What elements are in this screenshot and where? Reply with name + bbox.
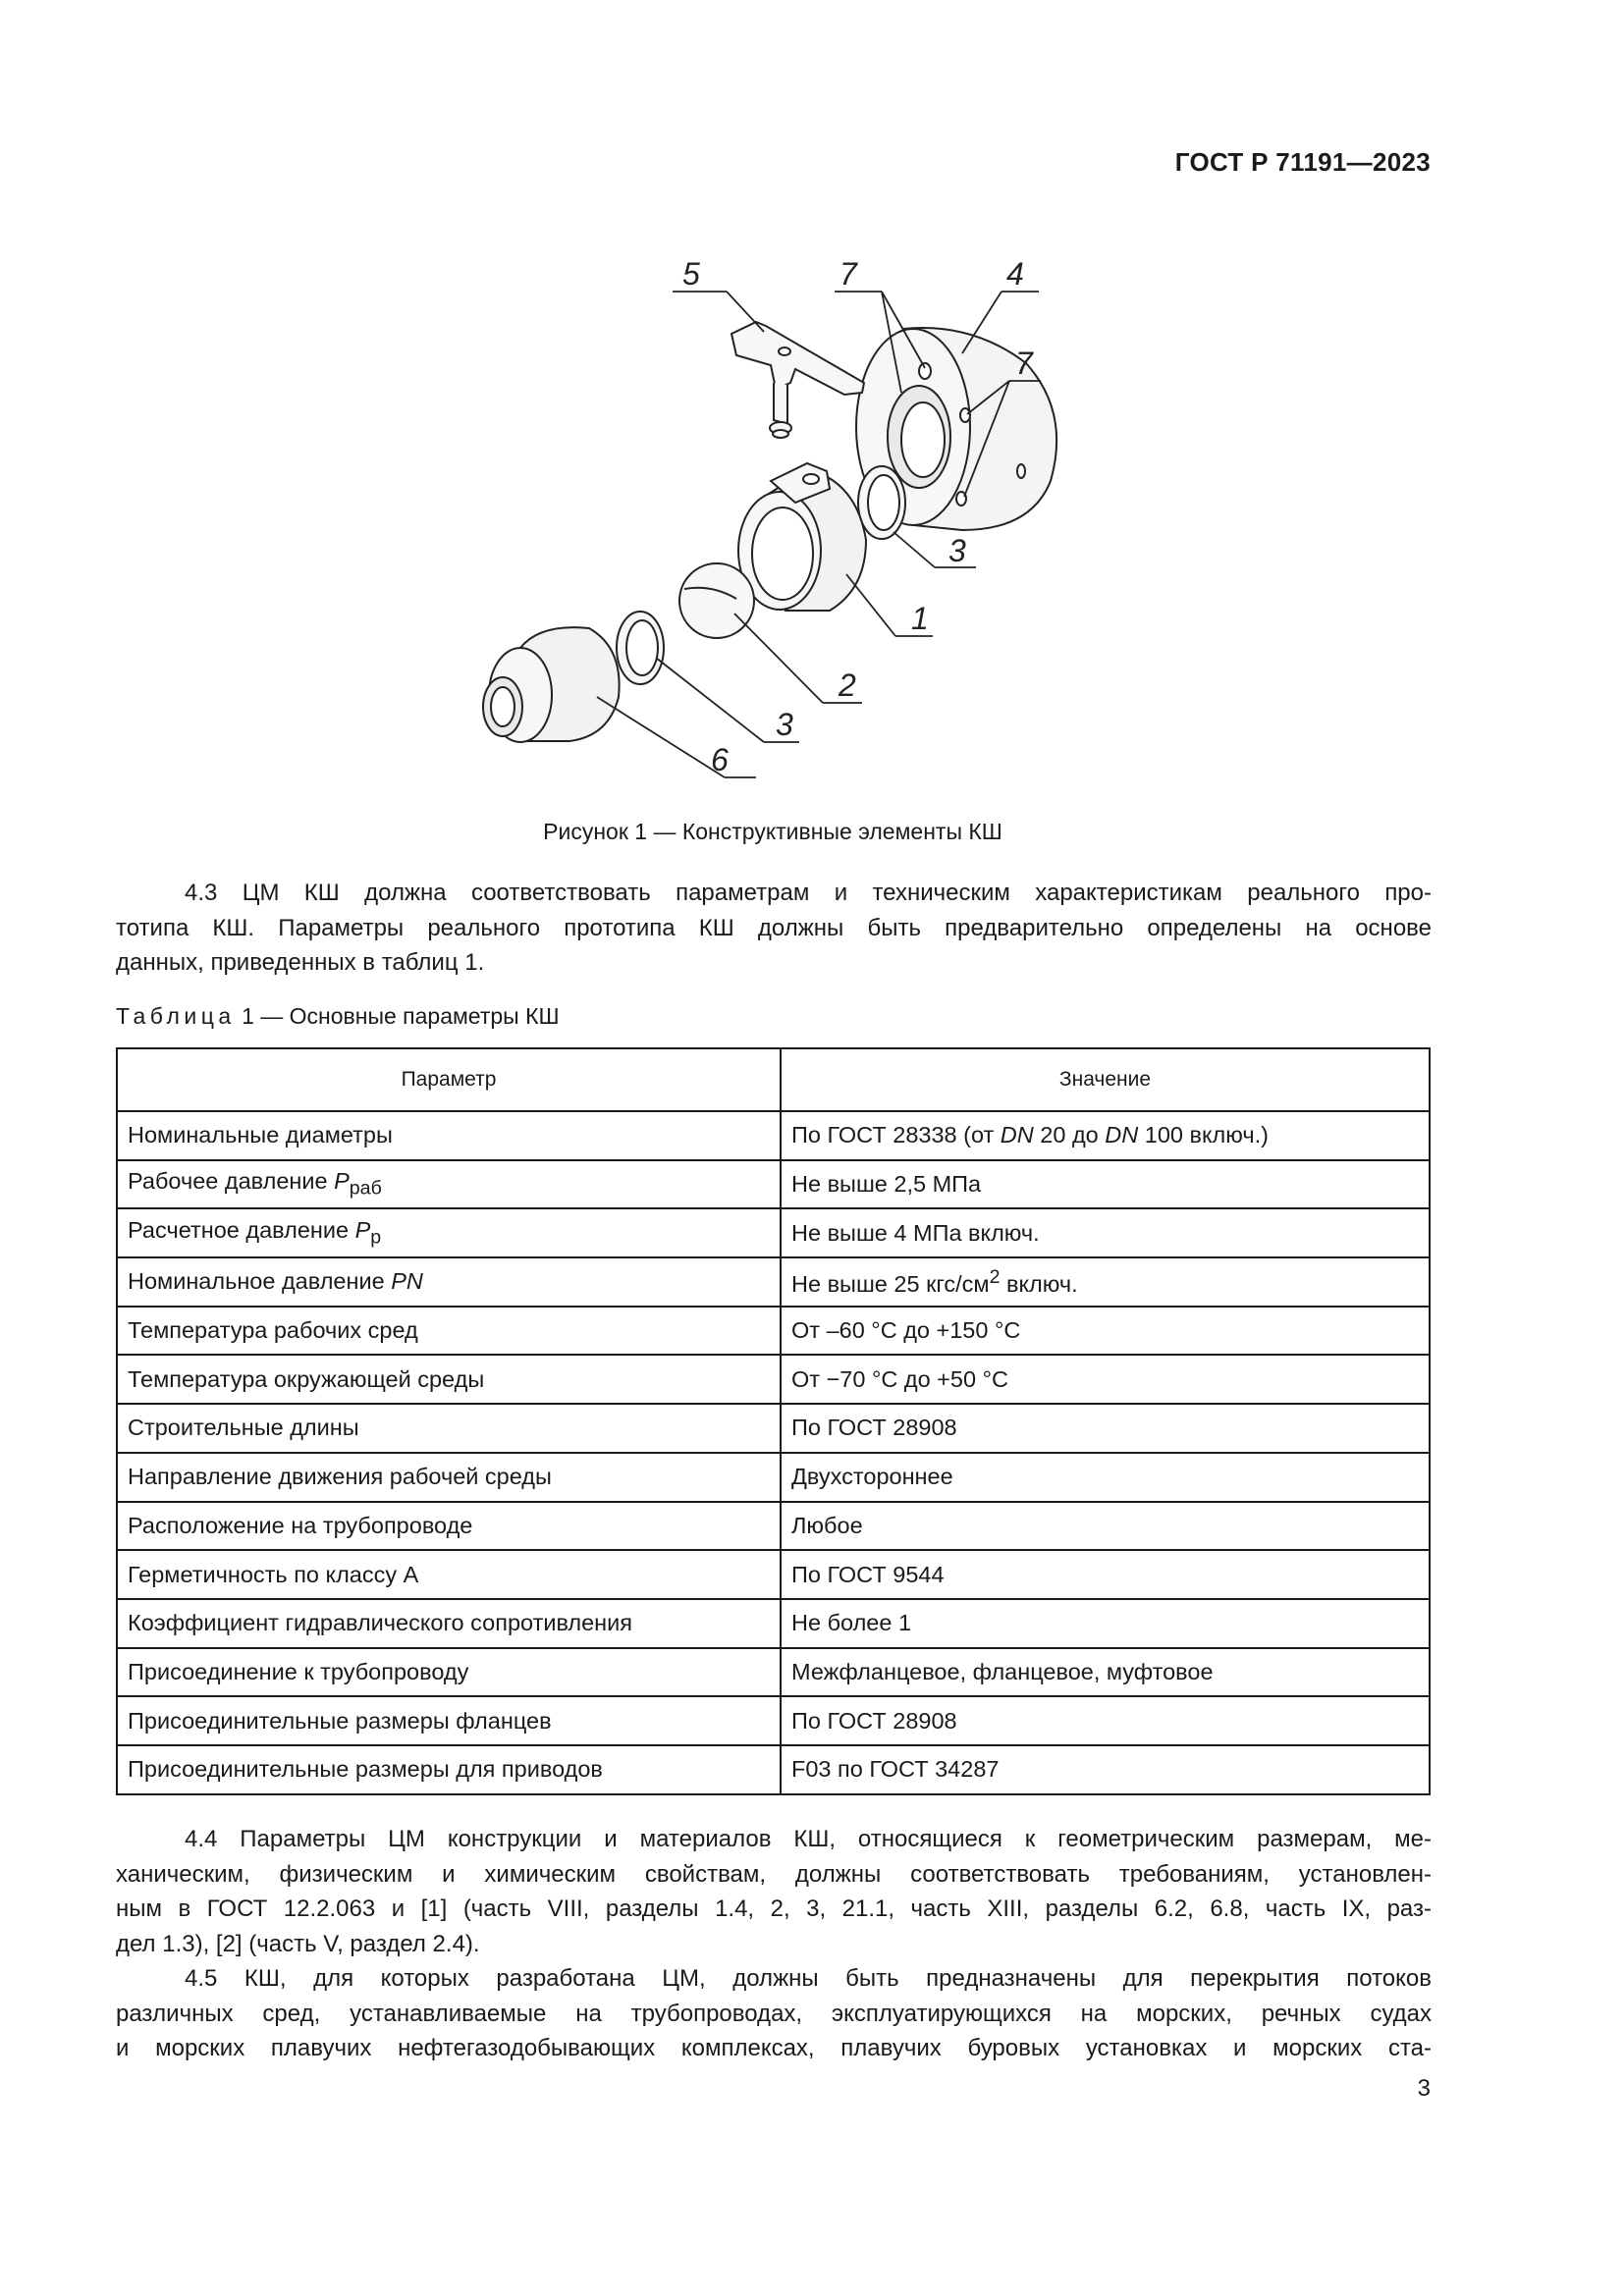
row-value: От –60 °С до +150 °С (781, 1307, 1430, 1356)
row-value: Не выше 2,5 МПа (781, 1160, 1430, 1209)
row-parameter: Присоединительные размеры для приводов (117, 1745, 781, 1794)
table-caption (116, 1003, 560, 1030)
row-parameter: Номинальное давление PN (117, 1257, 781, 1307)
callout-6: 6 (711, 742, 729, 777)
paragraph-line: 4.4 Параметры ЦМ конструкции и материалов КШ, относящиеся к геометрическим размерам, ме- (185, 1826, 1432, 1852)
table-row (117, 1502, 1430, 1551)
table-row (117, 1696, 1430, 1745)
row-value: По ГОСТ 28908 (781, 1696, 1430, 1745)
paragraph-4-3 (116, 876, 1432, 981)
row-value: По ГОСТ 9544 (781, 1550, 1430, 1599)
table-row (117, 1745, 1430, 1794)
callout-3-lower: 3 (776, 707, 793, 742)
paragraph-line: 4.5 КШ, для которых разработана ЦМ, должны быть предназначены для перекрытия потоков (185, 1965, 1432, 1992)
row-parameter: Присоединительные размеры фланцев (117, 1696, 781, 1745)
table-row (117, 1404, 1430, 1453)
figure-caption: Рисунок 1 — Конструктивные элементы КШ (543, 819, 1002, 844)
paragraph-line: 4.3 ЦМ КШ должна соответствовать параметрам и техническим характеристикам реального про- (185, 880, 1432, 906)
lower-ring-part (617, 612, 664, 684)
callout-7-right: 7 (1015, 346, 1033, 381)
table-row (117, 1160, 1430, 1209)
row-value: От −70 °С до +50 °С (781, 1355, 1430, 1404)
table-row (117, 1355, 1430, 1404)
paragraph-line: различных сред, устанавливаемые на трубопроводах, эксплуатирующихся на морских, речных судах (116, 2000, 1432, 2027)
callout-4: 4 (1006, 256, 1024, 292)
row-parameter: Строительные длины (117, 1404, 781, 1453)
row-parameter: Рабочее давление $P_{раб}$ (117, 1160, 781, 1209)
paragraph-line: данных, приведенных в таблиц 1. (116, 949, 485, 976)
table-row (117, 1550, 1430, 1599)
paragraph-line: ханическим, физическим и химическим свойствам, должны соответствовать требованиям, установлен- (116, 1860, 1432, 1888)
table-row (117, 1648, 1430, 1697)
table-row (117, 1111, 1430, 1160)
header-value: Значение (781, 1048, 1430, 1111)
callout-1: 1 (911, 601, 929, 636)
table-row (117, 1257, 1430, 1307)
parameters-table (116, 1047, 1431, 1795)
header-parameter: Параметр (117, 1048, 781, 1111)
paragraph-line: дел 1.3), [2] (часть V, раздел 2.4). (116, 1930, 480, 1957)
table-row (117, 1307, 1430, 1356)
paragraph-line: тотипа КШ. Параметры реального прототипа КШ должны быть предварительно определены на основе (116, 914, 1432, 941)
ball-part (679, 563, 754, 638)
row-parameter: Направление движения рабочей среды (117, 1453, 781, 1502)
row-value: Межфланцевое, фланцевое, муфтовое (781, 1648, 1430, 1697)
row-value: Двухстороннее (781, 1453, 1430, 1502)
row-value: F03 по ГОСТ 34287 (781, 1745, 1430, 1794)
figure-drawing (442, 245, 1149, 795)
row-value: Любое (781, 1502, 1430, 1551)
callout-7-top: 7 (839, 256, 857, 292)
callout-2: 2 (839, 667, 856, 703)
row-parameter: Присоединение к трубопроводу (117, 1648, 781, 1697)
row-parameter: Герметичность по классу А (117, 1550, 781, 1599)
row-value: По ГОСТ 28338 (от DN 20 до DN 100 включ.) (781, 1111, 1430, 1160)
callout-3-upper: 3 (948, 533, 966, 568)
table-row (117, 1453, 1430, 1502)
paragraph-4-5 (116, 1961, 1432, 2066)
row-parameter: Номинальные диаметры (117, 1111, 781, 1160)
document-header: ГОСТ Р 71191—2023 (1174, 147, 1431, 177)
row-value: По ГОСТ 28908 (781, 1404, 1430, 1453)
row-parameter: Коэффициент гидравлического сопротивления (117, 1599, 781, 1648)
row-value: Не выше 4 МПа включ. (781, 1208, 1430, 1257)
table-row (117, 1599, 1430, 1648)
row-value: Не более 1 (781, 1599, 1430, 1648)
upper-ring-part (858, 466, 905, 539)
row-parameter: Температура окружающей среды (117, 1355, 781, 1404)
table-header-row (117, 1048, 1430, 1111)
paragraph-line: ным в ГОСТ 12.2.063 и [1] (часть VIII, разделы 1.4, 2, 3, 21.1, часть XIII, разделы 6.2, 6.8, часть IX, раз- (116, 1896, 1432, 1922)
row-value: Не выше 25 кгс/$см^2$ включ. (781, 1257, 1430, 1307)
paragraph-line: и морских плавучих нефтегазодобывающих комплексах, плавучих буровых установках и морских ста- (116, 2035, 1432, 2061)
table-caption-text: 1 — Основные параметры КШ (242, 1003, 560, 1029)
page-number: 3 (1417, 2075, 1431, 2102)
row-parameter: Расположение на трубопроводе (117, 1502, 781, 1551)
row-parameter: Температура рабочих сред (117, 1307, 781, 1356)
table-row (117, 1208, 1430, 1257)
paragraph-4-4 (116, 1822, 1432, 1961)
table-caption-label: Таблица (116, 1003, 236, 1029)
callout-5: 5 (682, 256, 700, 292)
row-parameter: Расчетное давление $P_р$ (117, 1208, 781, 1257)
